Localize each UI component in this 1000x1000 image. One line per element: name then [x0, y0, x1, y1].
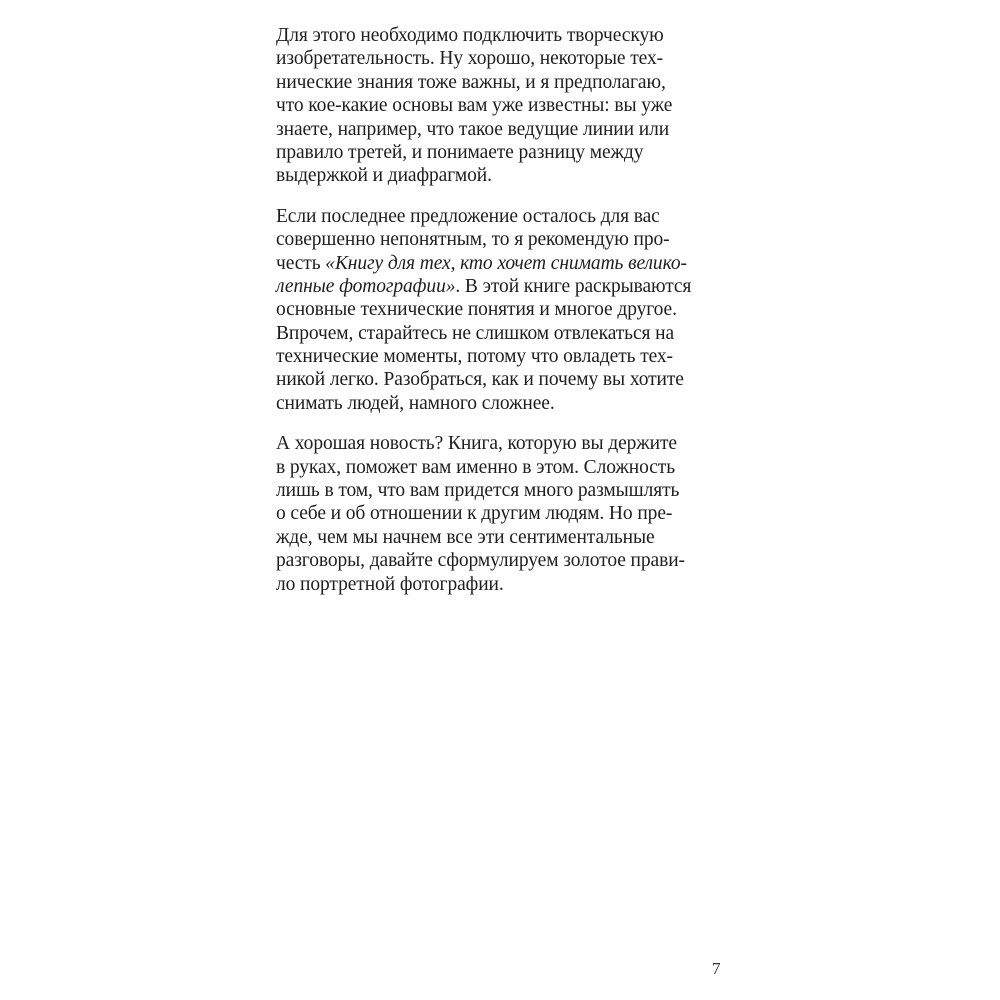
- text-line: [276, 368, 736, 391]
- text-line: [276, 252, 736, 275]
- text-line: [276, 118, 736, 141]
- text-segment: Для этого необходимо подключить творческую: [276, 25, 664, 46]
- text-segment: никой легко. Разобраться, как и почему вы хотите: [276, 369, 684, 391]
- text-segment: в руках, поможет вам именно в этом. Сложность: [276, 456, 675, 478]
- text-segment: технические моменты, потому что овладеть тех-: [276, 346, 673, 368]
- text-segment: нические знания тоже важны, и я предполагаю,: [276, 71, 666, 93]
- text-segment: Впрочем, старайтесь не слишком отвлекаться на: [276, 322, 675, 344]
- text-line: [276, 573, 736, 596]
- text-segment: правило третей, и понимаете разницу между: [276, 141, 644, 163]
- text-segment: совершенно непонятным, то я рекомендую про-: [276, 229, 670, 251]
- text-segment: что кое-какие основы вам уже известны: вы уже: [276, 95, 673, 117]
- text-line: [276, 275, 736, 298]
- italic-book-title: «Книгу для тех, кто хочет снимать велико-: [325, 252, 687, 274]
- paragraph: [276, 24, 736, 188]
- text-line: [276, 298, 736, 321]
- paragraph: [276, 432, 736, 596]
- text-segment: А хорошая новость? Книга, которую вы держите: [276, 433, 677, 455]
- text-line: [276, 205, 736, 228]
- text-line: [276, 392, 736, 415]
- text-line: [276, 432, 736, 455]
- text-line: [276, 24, 736, 47]
- italic-book-title: лепные фотографии»: [276, 275, 456, 297]
- body-text: [276, 24, 736, 613]
- text-segment: знаете, например, что такое ведущие линии или: [276, 118, 670, 140]
- text-line: [276, 526, 736, 549]
- text-segment: основные технические понятия и многое другое.: [276, 299, 677, 321]
- text-segment: снимать людей, намного сложнее.: [276, 392, 555, 414]
- text-line: [276, 345, 736, 368]
- text-segment: жде, чем мы начнем все эти сентиментальные: [276, 526, 655, 548]
- text-line: [276, 141, 736, 164]
- text-line: [276, 479, 736, 502]
- text-line: [276, 47, 736, 70]
- text-segment: ло портретной фотографии.: [276, 573, 504, 595]
- text-line: [276, 228, 736, 251]
- paragraph: [276, 205, 736, 416]
- text-line: [276, 71, 736, 94]
- text-segment: изобретательность. Ну хорошо, некоторые тех-: [276, 48, 664, 70]
- text-segment: Если последнее предложение осталось для вас: [276, 205, 660, 227]
- text-line: [276, 502, 736, 525]
- text-segment: выдержкой и диафрагмой.: [276, 165, 492, 187]
- text-segment: лишь в том, что вам придется много размышлять: [276, 480, 680, 502]
- page-number: 7: [712, 959, 721, 978]
- text-line: [276, 164, 736, 187]
- text-segment: честь: [276, 252, 326, 274]
- text-line: [276, 94, 736, 117]
- text-segment: разговоры, давайте сформулируем золотое прави-: [276, 550, 685, 572]
- text-segment: . В этой книге раскрываются: [455, 275, 692, 297]
- text-line: [276, 322, 736, 345]
- text-line: [276, 456, 736, 479]
- text-segment: о себе и об отношении к другим людям. Но пре-: [276, 503, 673, 525]
- text-line: [276, 549, 736, 572]
